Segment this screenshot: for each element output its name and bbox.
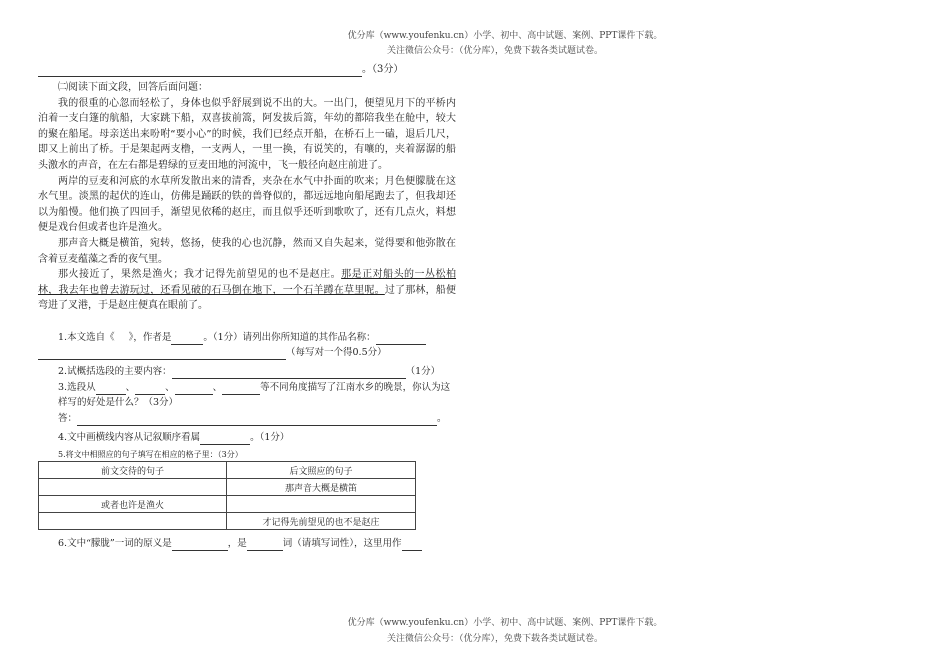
table-header: 后文照应的句子 bbox=[227, 462, 416, 479]
table-cell: 才记得先前望见的也不是赵庄 bbox=[227, 513, 416, 530]
reading-passage bbox=[38, 80, 456, 314]
q3-answer-blank[interactable] bbox=[77, 415, 437, 426]
header-line-2: 关注微信公众号：（优分库），免费下载各类试题试卷。 bbox=[386, 46, 603, 56]
table-cell: 或者也许是渔火 bbox=[39, 496, 227, 513]
table-cell: 那声音大概是横笛 bbox=[227, 479, 416, 496]
question-6: 6.文中“朦胧”一词的原义是 ，是 词（请填写词性），这里用作 bbox=[38, 536, 458, 551]
passage-paragraph-4: 那火接近了，果然是渔火；我才记得先前望见的也不是赵庄。那是正对船头的一丛松柏林，我去年也曾去游玩过，还看见破的石马倒在地下，一个石羊蹲在草里呢。过了那林，船便弯进了叉港，于是赵庄便真在眼前了。 bbox=[38, 269, 457, 312]
header-line-1: 优分库（www.youfenku.cn）小学、初中、高中试题、案例、PPT课件下载。 bbox=[347, 31, 663, 41]
passage-intro: ㈡阅读下面文段，回答后面问题： bbox=[58, 82, 208, 93]
table-cell[interactable] bbox=[227, 496, 416, 513]
table-header-row bbox=[39, 462, 416, 479]
q6-blank-1[interactable] bbox=[172, 540, 228, 551]
passage-paragraph-2: 两岸的豆麦和河底的水草所发散出来的清香，夹杂在水气中扑面的吹来；月色便朦胧在这水气里。淡黑的起伏的连山，仿佛是踊跃的铁的兽脊似的，都远远地向船尾跑去了，但我却还以为船慢。他们换了四回手，渐望见依稀的赵庄，而且似乎还听到歌吹了，还有几点火，料想便是戏台但或者也许是渔火。 bbox=[38, 175, 456, 234]
question-4: 4.文中画横线内容从记叙顺序看属 。（1分） bbox=[58, 432, 290, 443]
table-row bbox=[39, 496, 416, 513]
q3-blank-2[interactable] bbox=[135, 384, 165, 395]
q3-blank-3[interactable] bbox=[175, 384, 213, 395]
passage-paragraph-1: 我的很重的心忽而轻松了，身体也似乎舒展到说不出的大。一出门，便望见月下的平桥内泊着一支白篷的航船，大家跳下船，双喜拔前篙，阿发拔后篙，年幼的都陪我坐在舱中，较大的聚在船尾。母亲送出来吩咐“要小心”的时候，我们已经点开船，在桥石上一磕，退后几尺，即又上前出了桥。于是架起两支橹，一支两人，一里一换，有说笑的，有嚷的，夹着潺潺的船头激水的声音，在左右都是碧绿的豆麦田地的河流中，飞一般径向赵庄前进了。 bbox=[38, 97, 456, 171]
question-3: 3.选段从 、 、 、 等不同角度描写了江南水乡的晚景，你认为这样写的好处是什么？（3分） 答： 。 bbox=[58, 382, 451, 424]
q1-works-blank-2[interactable] bbox=[38, 349, 286, 360]
q6-blank-3[interactable] bbox=[402, 540, 422, 551]
question-2: 2.试概括选段的主要内容： （1分） bbox=[58, 366, 441, 377]
correspondence-table bbox=[38, 461, 416, 530]
q2-answer-blank[interactable] bbox=[172, 368, 406, 379]
table-cell[interactable] bbox=[39, 513, 227, 530]
answer-blank[interactable] bbox=[38, 66, 362, 77]
q3-blank-1[interactable] bbox=[96, 384, 126, 395]
footer-line-2: 关注微信公众号：（优分库），免费下载各类试题试卷。 bbox=[386, 634, 603, 644]
q6-blank-2[interactable] bbox=[247, 540, 283, 551]
passage-paragraph-3: 那声音大概是横笛，宛转，悠扬，使我的心也沉静，然而又自失起来，觉得要和他弥散在含着豆麦蕴藻之香的夜气里。 bbox=[38, 237, 456, 265]
q1-works-blank-1[interactable] bbox=[376, 334, 426, 345]
table-cell[interactable] bbox=[39, 479, 227, 496]
q3-blank-4[interactable] bbox=[222, 384, 260, 395]
question-5: 5.将文中相照应的句子填写在相应的格子里：（3分） bbox=[58, 450, 243, 459]
previous-answer-line bbox=[38, 63, 403, 77]
q1-author-blank[interactable] bbox=[171, 334, 203, 345]
q4-answer-blank[interactable] bbox=[200, 434, 250, 445]
question-1: 1.本文选自《 》，作者是 。（1分）请列出你所知道的其作品名称： （每写对一个得0.5分） bbox=[38, 330, 458, 360]
footer-line-1: 优分库（www.youfenku.cn）小学、初中、高中试题、案例、PPT课件下载。 bbox=[347, 618, 663, 628]
table-row bbox=[39, 513, 416, 530]
score-note: 。（3分） bbox=[362, 64, 404, 75]
table-row bbox=[39, 479, 416, 496]
table-header: 前文交待的句子 bbox=[39, 462, 227, 479]
underlined-sentence: 那是正对船头的一丛松柏林，我去年也曾去游玩过，还看见破的石马倒在地下，一个石羊蹲在草里呢。 bbox=[38, 269, 457, 296]
